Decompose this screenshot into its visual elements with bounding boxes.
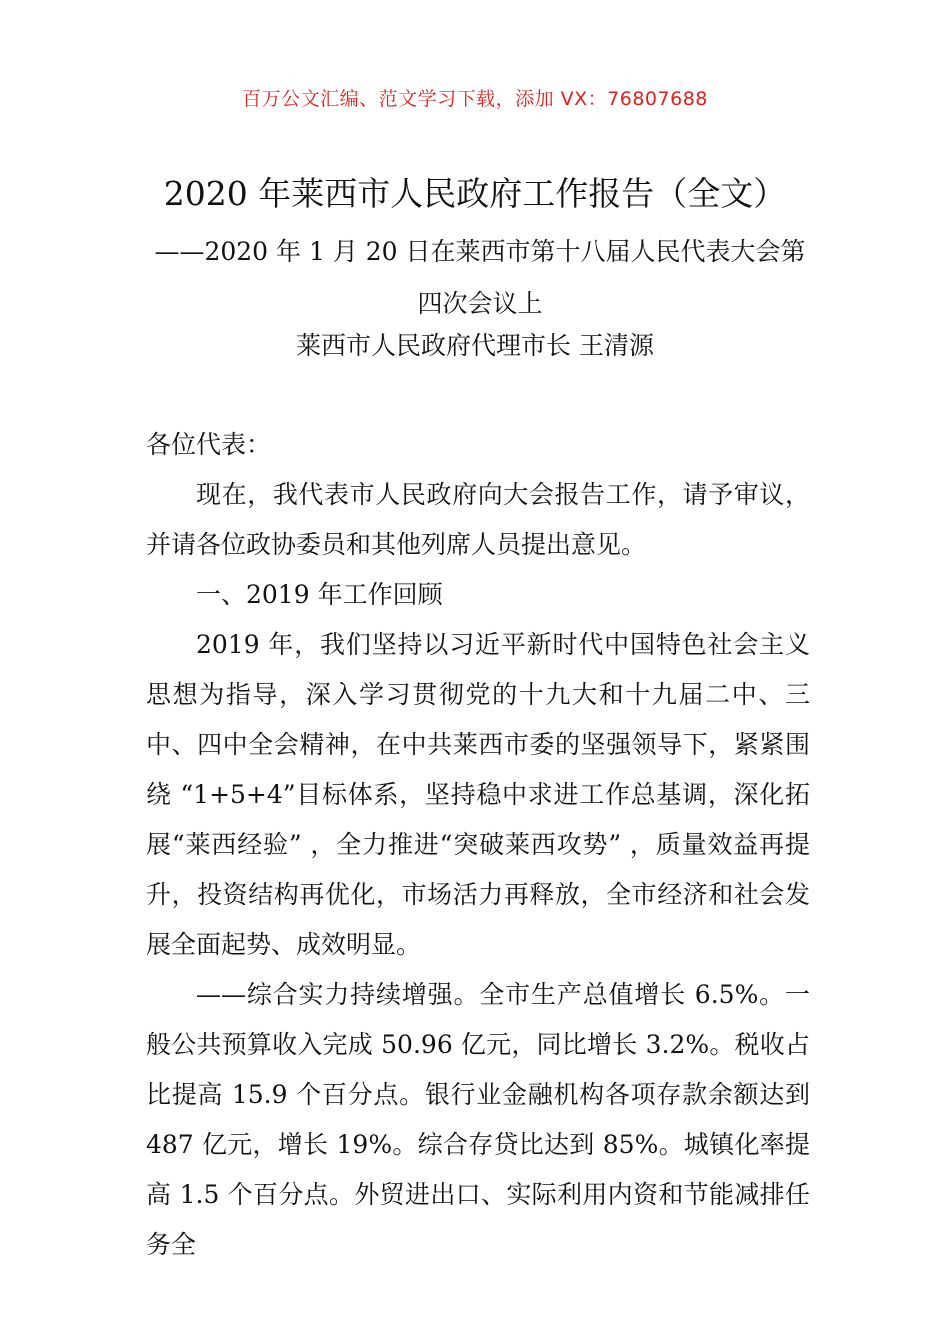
paragraph-strength: ——综合实力持续增强。全市生产总值增长 6.5%。一般公共预算收入完成 50.96 亿元，同比增长 3.2%。税收占比提高 15.9 个百分点。银行业金融机构各项存款余额达到 487 亿元，增长 19%。综合存贷比达到 85%。城镇化率提高 1.5 个百分点。外贸进出口、实际利用内资和节能减排任务全	[146, 980, 810, 1259]
section-heading: 一、2019 年工作回顾	[196, 580, 443, 609]
paragraph-review: 2019 年，我们坚持以习近平新时代中国特色社会主义思想为指导，深入学习贯彻党的十九大和十九届二中、三中、四中全会精神，在中共莱西市委的坚强领导下，紧紧围绕 “1+5+4”目标体系，坚持稳中求进工作总基调，深化拓展“莱西经验” ，全力推进“突破莱西攻势” ，质量效益再提升，投资结构再优化，市场活力再释放，全市经济和社会发展全面起势、成效明显。	[146, 630, 810, 959]
document-subtitle: ——2020 年 1 月 20 日在莱西市第十八届人民代表大会第四次会议上	[154, 237, 806, 318]
header-banner: 百万公文汇编、范文学习下载，添加 VX：76807688	[242, 88, 708, 110]
paragraph-intro: 现在，我代表市人民政府向大会报告工作，请予审议，并请各位政协委员和其他列席人员提出意见。	[146, 480, 810, 559]
document-body	[146, 420, 810, 1270]
salutation: 各位代表：	[146, 430, 272, 459]
document-author: 莱西市人民政府代理市长 王清源	[296, 331, 654, 360]
document-title: 2020 年莱西市人民政府工作报告（全文）	[163, 174, 787, 213]
